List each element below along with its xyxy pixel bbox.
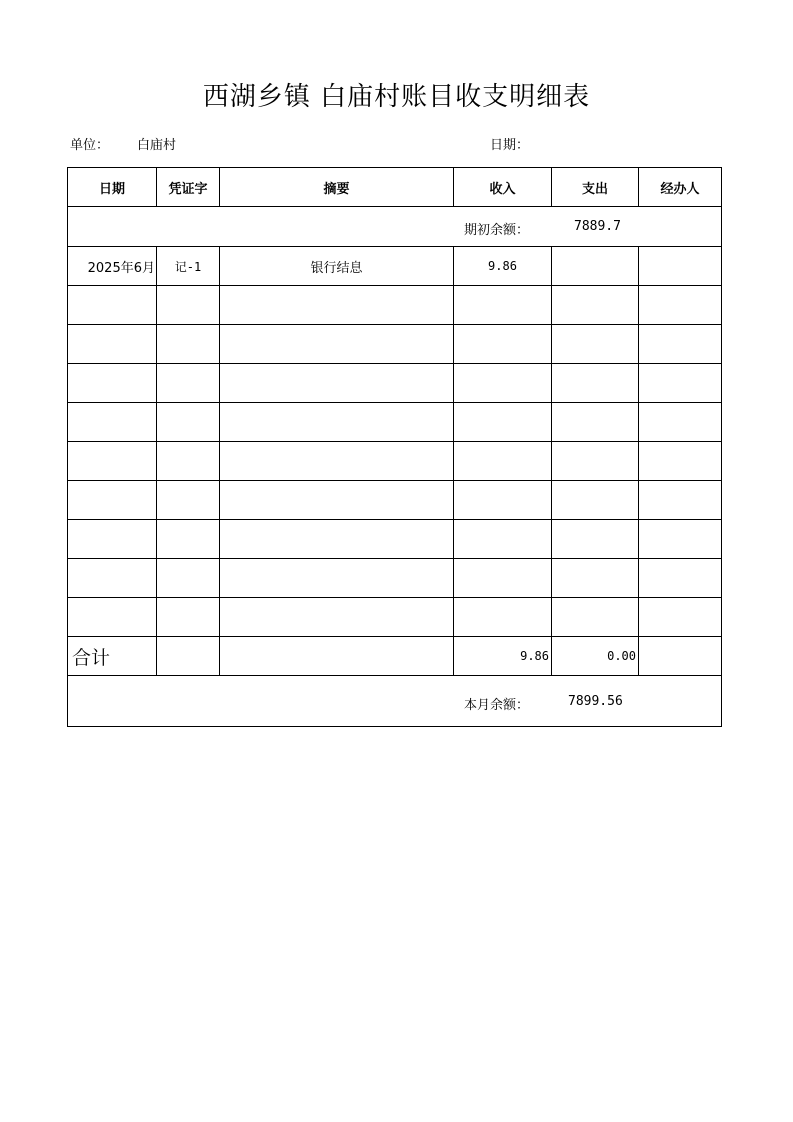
cell-date: [68, 364, 157, 403]
cell-voucher: [157, 286, 220, 325]
table-row: [68, 442, 722, 481]
cell-income: [454, 325, 552, 364]
cell-summary: [220, 286, 454, 325]
cell-voucher: 记-1: [157, 247, 220, 286]
cell-voucher: [157, 442, 220, 481]
page-title: 西湖乡镇 白庙村账目收支明细表: [202, 82, 591, 112]
cell-date: [68, 442, 157, 481]
cell-expense: [552, 325, 639, 364]
cell-date: 2025年6月: [68, 247, 157, 286]
cell-handler: [639, 442, 722, 481]
table-row: [68, 559, 722, 598]
cell-income: [454, 520, 552, 559]
cell-expense: [552, 481, 639, 520]
cell-handler: [639, 520, 722, 559]
header-date: 日期: [68, 168, 157, 207]
cell-summary: [220, 325, 454, 364]
date-label: 日期：: [490, 138, 530, 153]
closing-balance-row: [68, 676, 722, 727]
cell-voucher: [157, 481, 220, 520]
cell-date: [68, 559, 157, 598]
table-row: [68, 520, 722, 559]
cell-income: [454, 403, 552, 442]
cell-summary: [220, 559, 454, 598]
cell-voucher: [157, 403, 220, 442]
table-row: [68, 403, 722, 442]
total-row: [68, 637, 722, 676]
cell-summary: [220, 598, 454, 637]
cell-handler: [639, 325, 722, 364]
cell-voucher: [157, 520, 220, 559]
total-label: 合计: [68, 637, 157, 676]
cell-summary: 银行结息: [220, 247, 454, 286]
cell-date: [68, 286, 157, 325]
cell-expense: [552, 286, 639, 325]
cell-handler: [639, 598, 722, 637]
table-row: [68, 286, 722, 325]
cell-expense: [552, 442, 639, 481]
opening-balance-cell: [68, 207, 722, 247]
cell-income: [454, 481, 552, 520]
cell-date: [68, 520, 157, 559]
cell-date: [68, 403, 157, 442]
cell-voucher: [157, 364, 220, 403]
total-summary: [220, 637, 454, 676]
header-income: 收入: [454, 168, 552, 207]
cell-expense: [552, 598, 639, 637]
total-handler: [639, 637, 722, 676]
table-row: [68, 364, 722, 403]
cell-summary: [220, 520, 454, 559]
closing-balance-value: 7899.56: [568, 694, 623, 709]
opening-balance-value: 7889.7: [574, 219, 621, 234]
cell-summary: [220, 403, 454, 442]
table-row: [68, 325, 722, 364]
cell-summary: [220, 481, 454, 520]
unit-value: 白庙村: [137, 138, 177, 153]
cell-income: [454, 286, 552, 325]
cell-handler: [639, 403, 722, 442]
header-expense: 支出: [552, 168, 639, 207]
table-row: [68, 247, 722, 286]
cell-income: [454, 364, 552, 403]
table-row: [68, 481, 722, 520]
closing-balance-cell: [68, 676, 722, 727]
cell-expense: [552, 364, 639, 403]
table-row: [68, 598, 722, 637]
ledger-table: [67, 167, 722, 727]
cell-income: [454, 559, 552, 598]
cell-voucher: [157, 325, 220, 364]
cell-income: [454, 442, 552, 481]
header-summary: 摘要: [220, 168, 454, 207]
cell-expense: [552, 559, 639, 598]
header-handler: 经办人: [639, 168, 722, 207]
total-voucher: [157, 637, 220, 676]
header-row: [68, 168, 722, 207]
cell-handler: [639, 286, 722, 325]
cell-date: [68, 481, 157, 520]
unit-label: 单位：: [70, 138, 110, 153]
cell-handler: [639, 481, 722, 520]
header-voucher: 凭证字: [157, 168, 220, 207]
cell-handler: [639, 247, 722, 286]
cell-summary: [220, 442, 454, 481]
total-income: 9.86: [454, 637, 552, 676]
cell-expense: [552, 520, 639, 559]
cell-income: [454, 598, 552, 637]
cell-income: 9.86: [454, 247, 552, 286]
closing-balance-label: 本月余额：: [464, 698, 530, 713]
cell-handler: [639, 364, 722, 403]
cell-expense: [552, 403, 639, 442]
cell-voucher: [157, 598, 220, 637]
cell-handler: [639, 559, 722, 598]
cell-summary: [220, 364, 454, 403]
total-expense: 0.00: [552, 637, 639, 676]
cell-expense: [552, 247, 639, 286]
cell-voucher: [157, 559, 220, 598]
opening-balance-row: [68, 207, 722, 247]
opening-balance-label: 期初余额：: [464, 223, 530, 238]
cell-date: [68, 598, 157, 637]
cell-date: [68, 325, 157, 364]
